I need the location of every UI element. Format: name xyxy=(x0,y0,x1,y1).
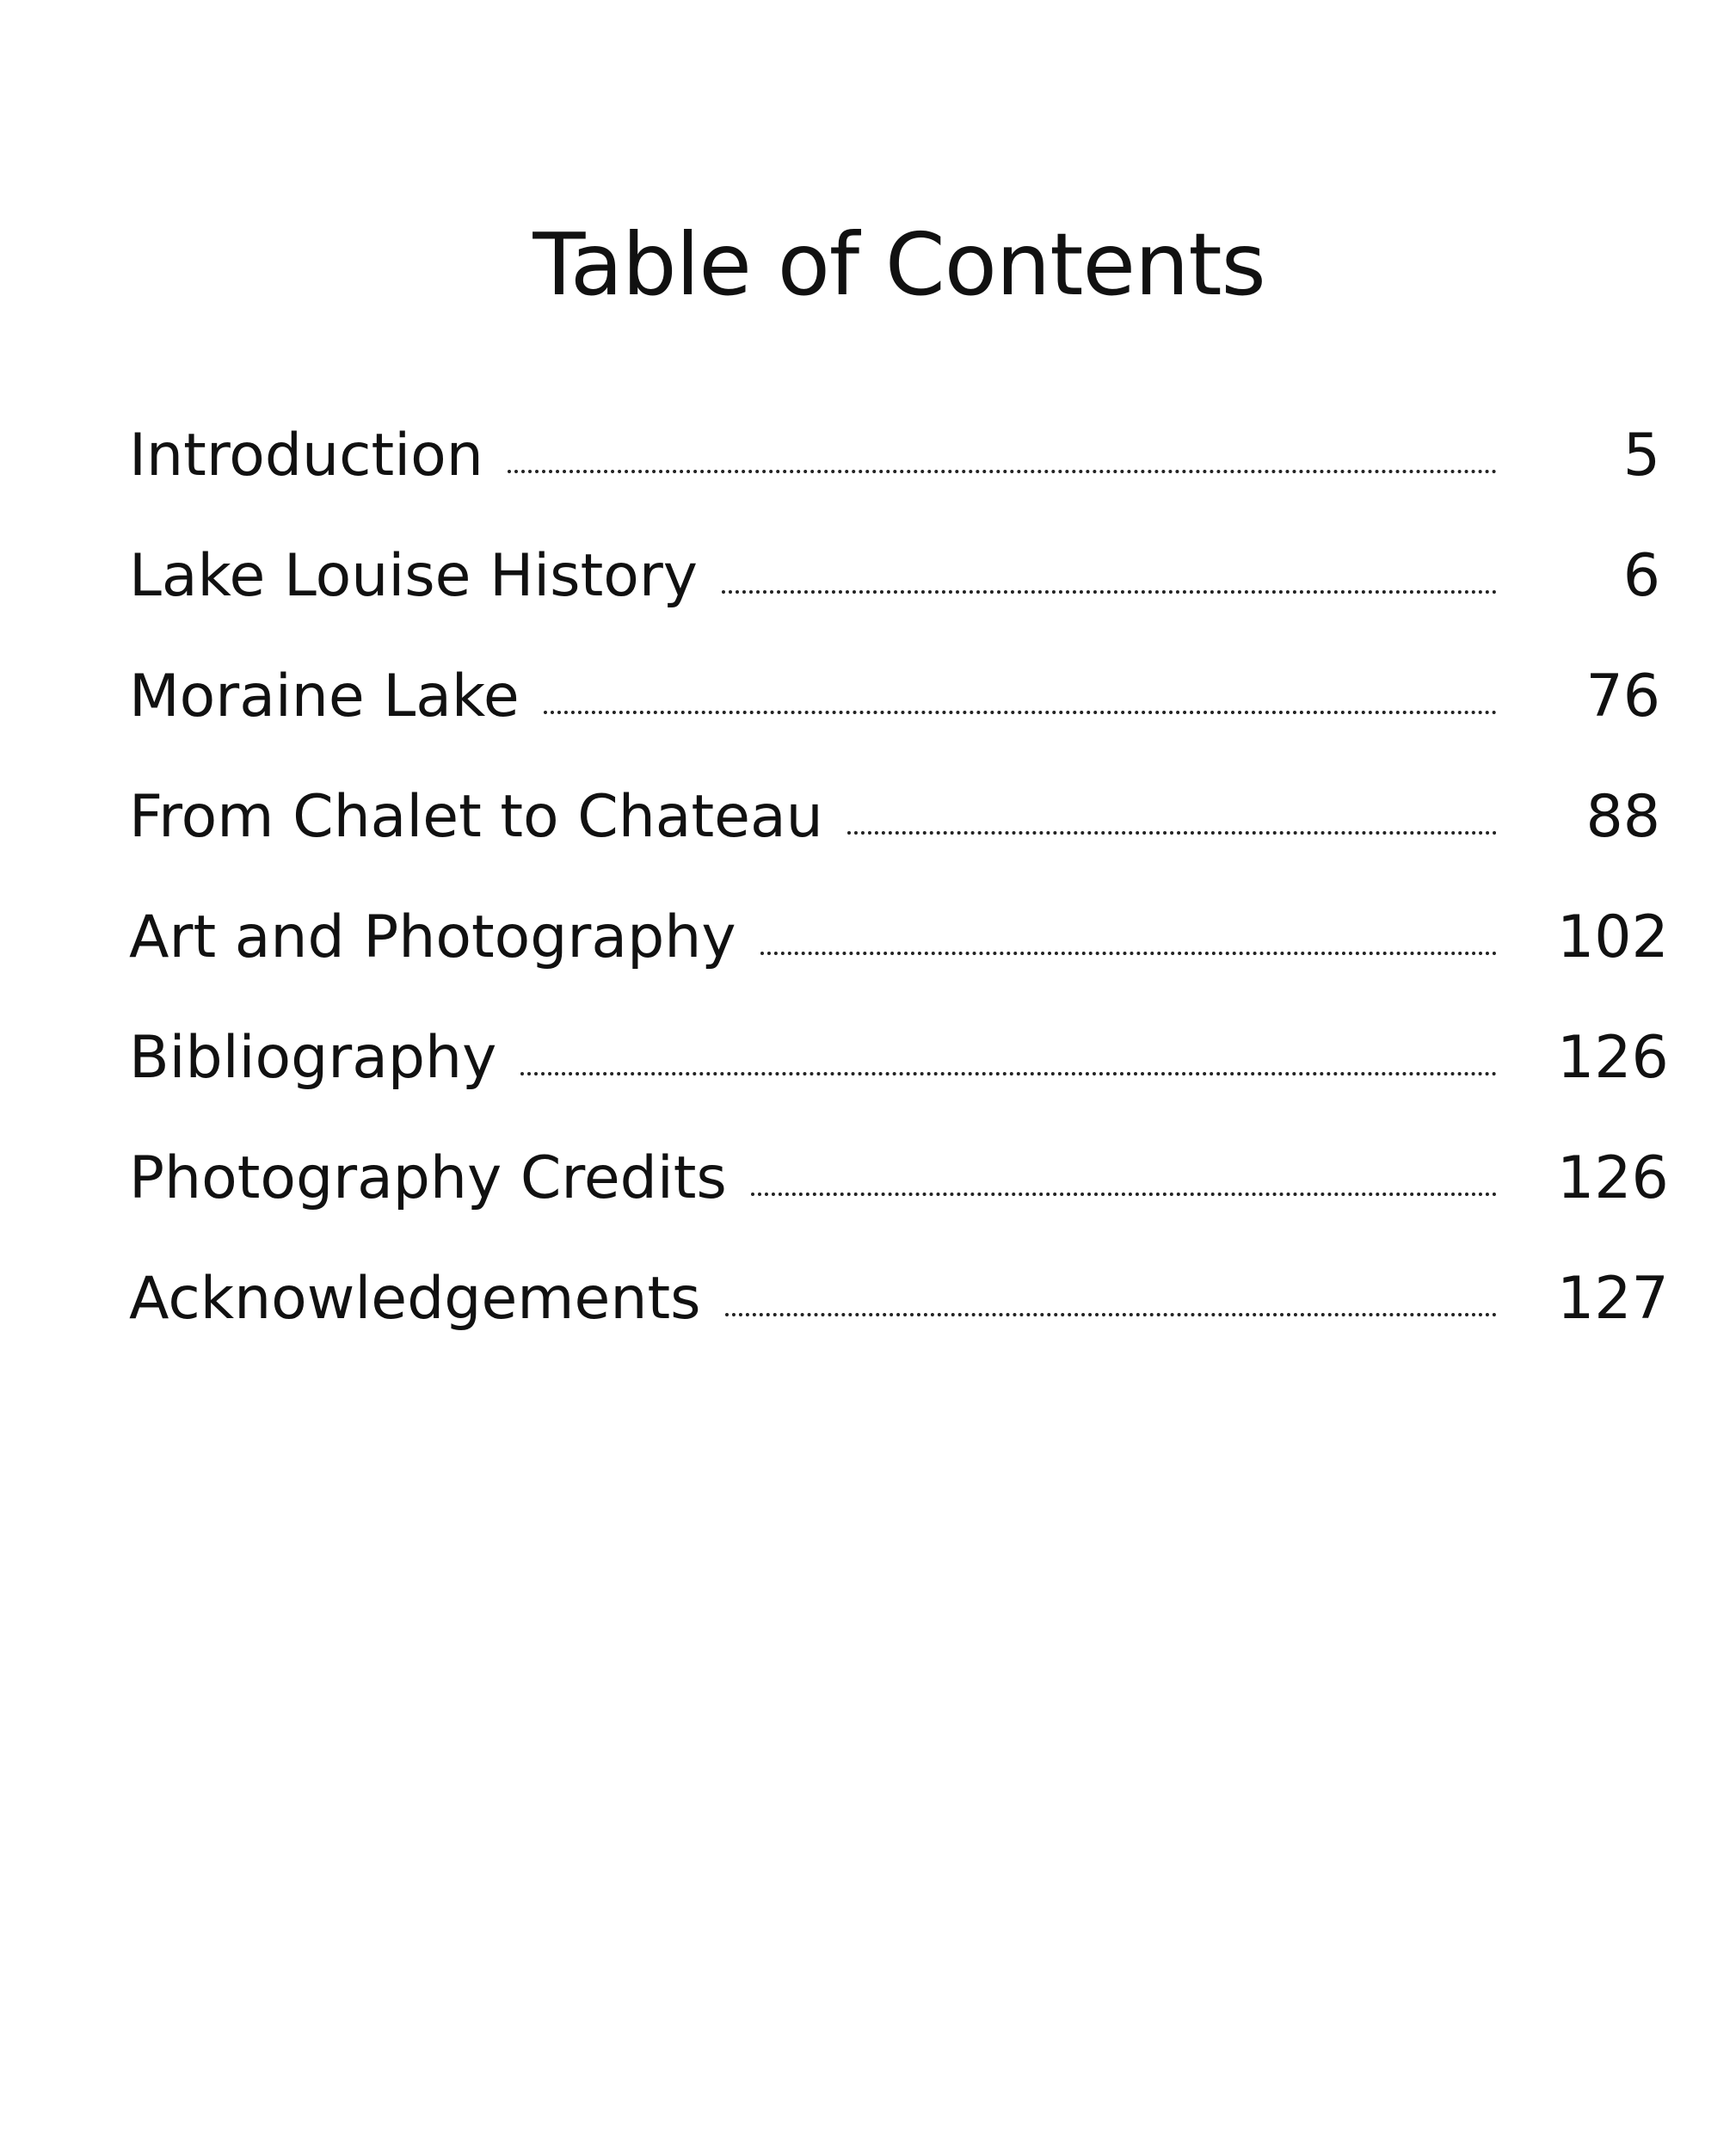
toc-entry-page: 5 xyxy=(1622,422,1660,490)
toc-entry-moraine-lake[interactable] xyxy=(129,654,1660,774)
toc-entry-page: 76 xyxy=(1585,663,1660,730)
toc-entry-title: Lake Louise History xyxy=(129,542,699,610)
dot-leader xyxy=(751,1187,1497,1196)
dot-leader xyxy=(520,1067,1497,1076)
toc-entry-page: 127 xyxy=(1557,1265,1669,1333)
dot-leader xyxy=(722,585,1497,594)
dot-leader xyxy=(544,706,1497,714)
toc-entry-page: 6 xyxy=(1622,542,1660,610)
toc-entry-title: Acknowledgements xyxy=(129,1265,701,1333)
toc-entry-title: Introduction xyxy=(129,422,483,490)
toc-entry-introduction[interactable] xyxy=(129,413,1660,533)
toc-entry-title: Photography Credits xyxy=(129,1144,727,1212)
toc-entry-bibliography[interactable] xyxy=(129,1015,1669,1136)
toc-entry-page: 88 xyxy=(1585,783,1660,851)
dot-leader xyxy=(760,946,1497,955)
toc-entry-page: 126 xyxy=(1557,1144,1669,1212)
toc-entry-title: Bibliography xyxy=(129,1024,497,1092)
toc-entry-acknowledgements[interactable] xyxy=(129,1256,1669,1377)
table-of-contents xyxy=(129,413,1669,1377)
toc-entry-title: From Chalet to Chateau xyxy=(129,783,823,851)
toc-entry-title: Art and Photography xyxy=(129,903,736,971)
toc-entry-art-and-photography[interactable] xyxy=(129,895,1669,1015)
dot-leader xyxy=(508,465,1497,473)
toc-entry-photography-credits[interactable] xyxy=(129,1136,1669,1256)
dot-leader xyxy=(725,1308,1497,1316)
toc-entry-lake-louise-history[interactable] xyxy=(129,533,1660,654)
toc-entry-page: 102 xyxy=(1557,903,1669,971)
dot-leader xyxy=(847,826,1497,835)
page-title: Table of Contents xyxy=(532,214,1265,315)
toc-entry-title: Moraine Lake xyxy=(129,663,520,730)
toc-entry-page: 126 xyxy=(1557,1024,1669,1092)
toc-entry-from-chalet-to-chateau[interactable] xyxy=(129,774,1660,895)
